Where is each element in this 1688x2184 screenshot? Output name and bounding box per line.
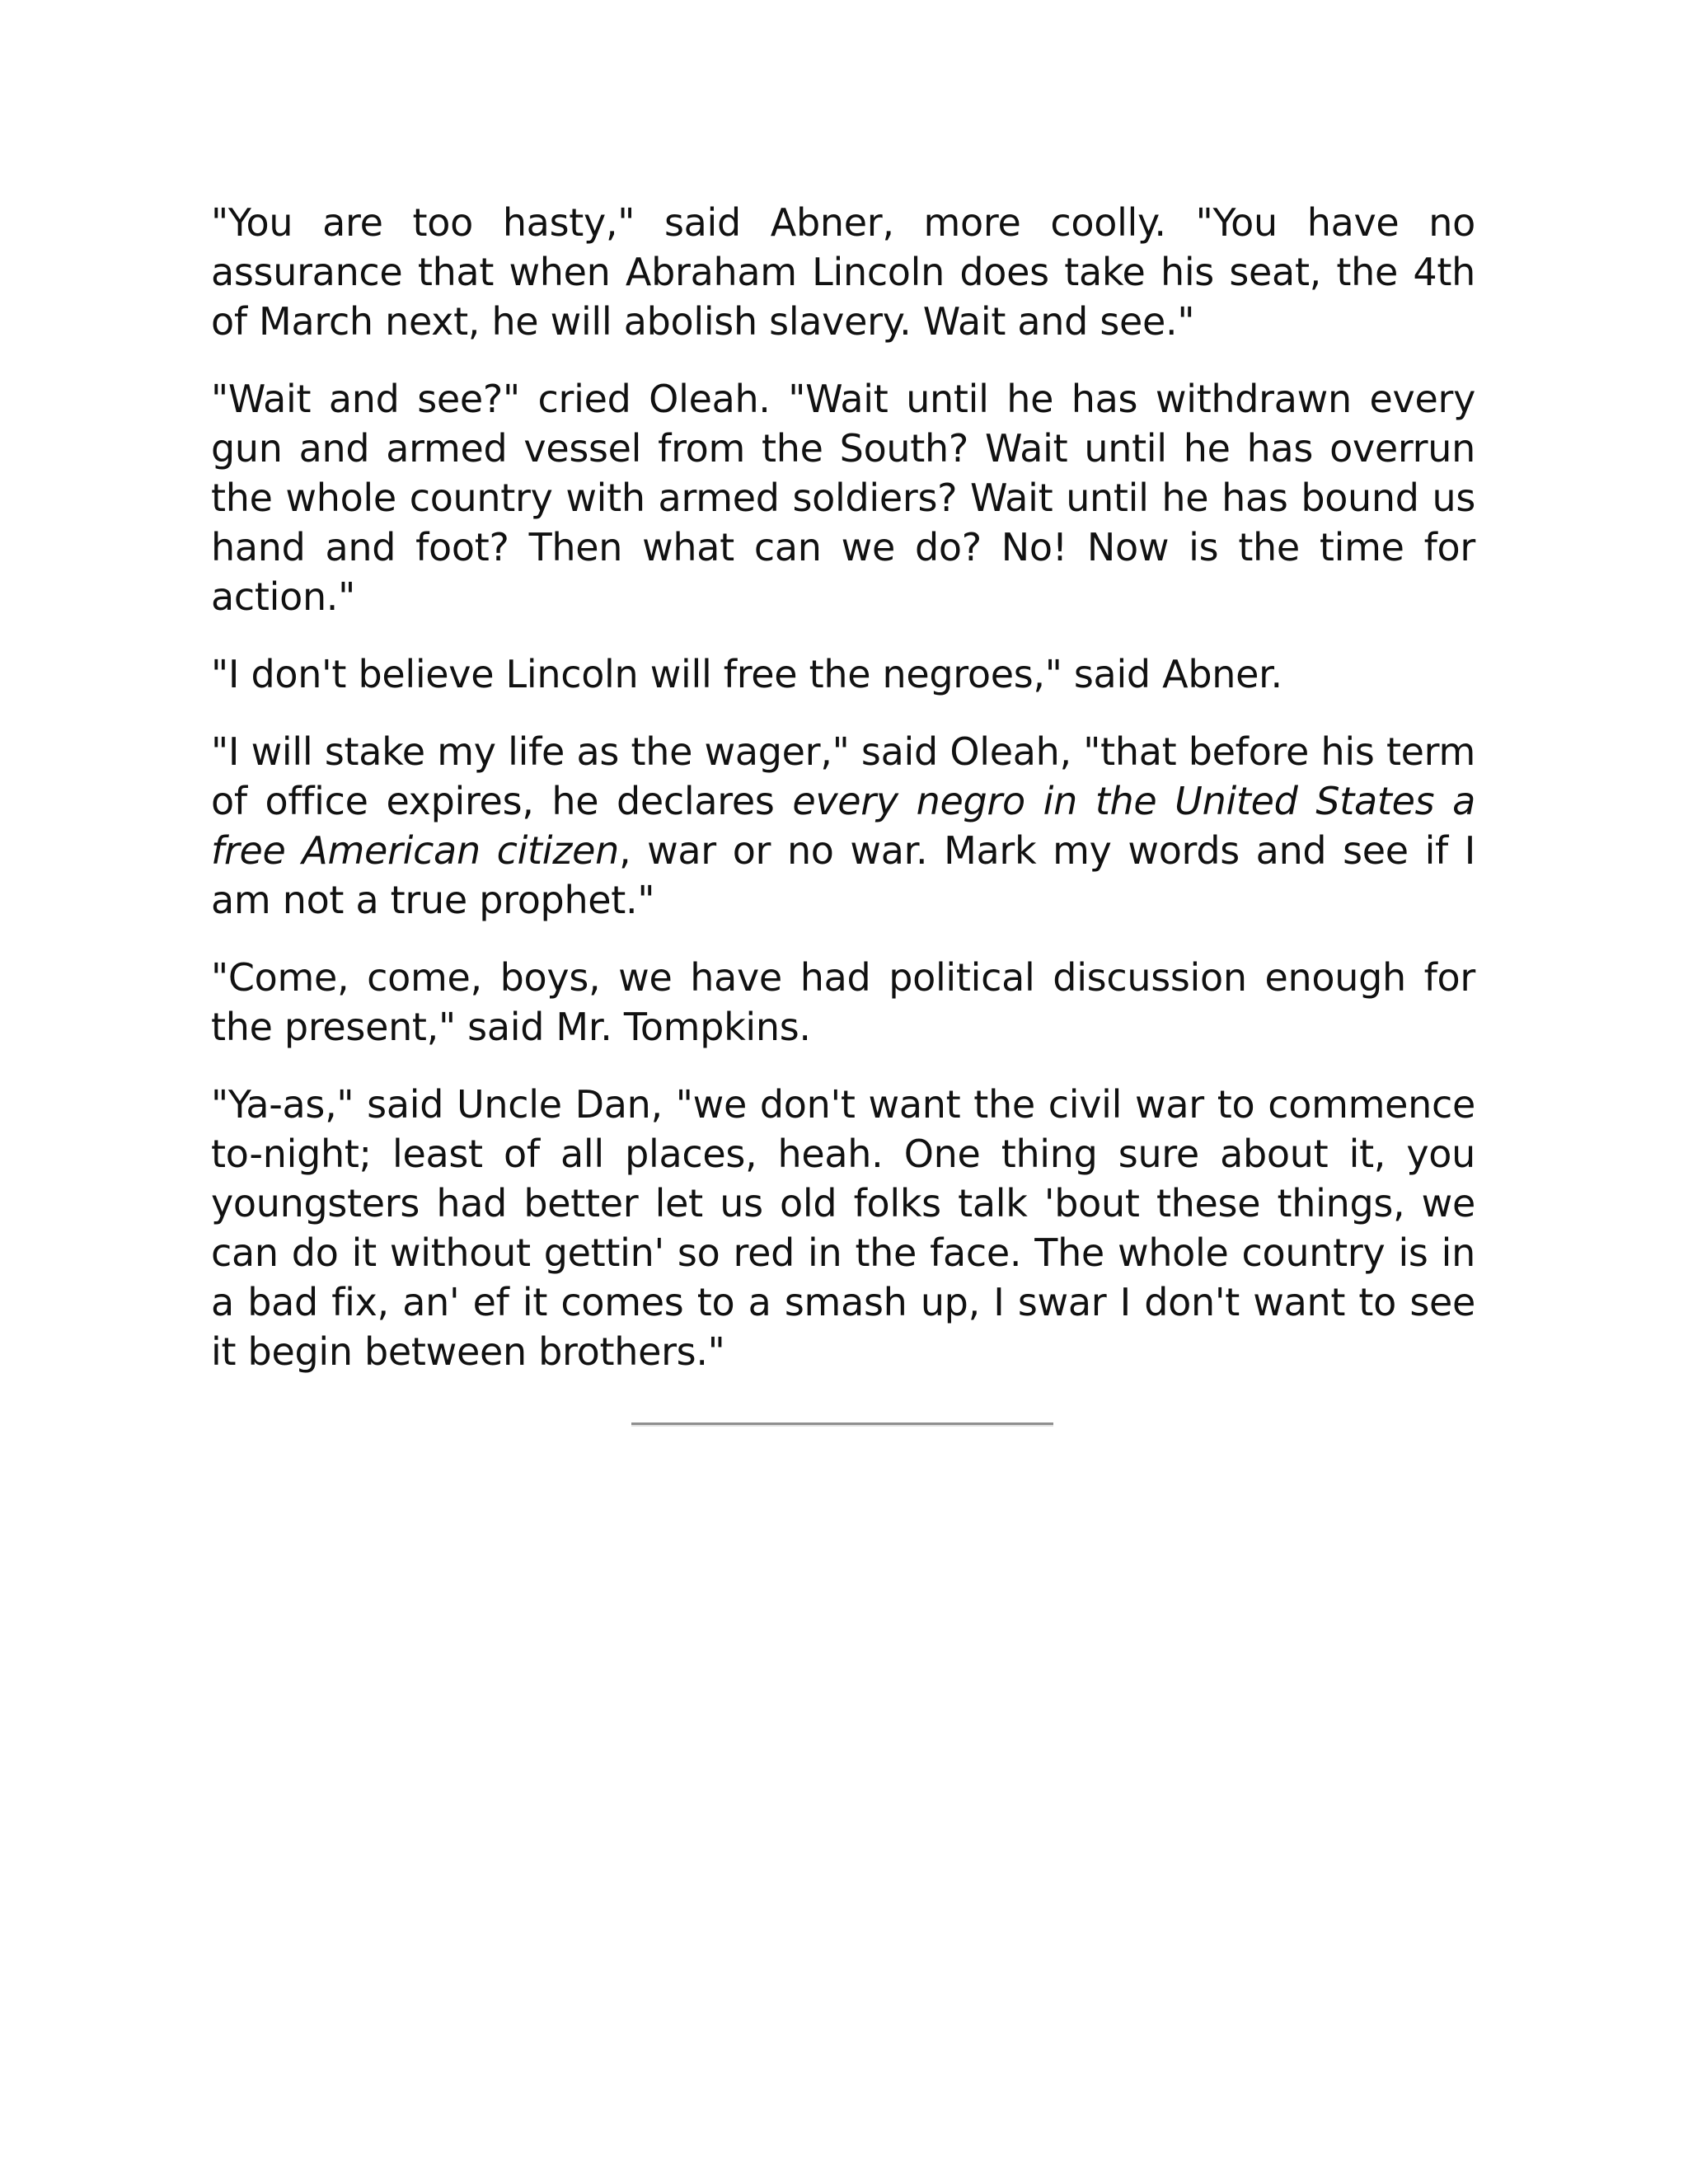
paragraph-4-before: "I will stake my life as the wager," said Oleah, "that before his term of office expires, he declares bbox=[211, 729, 1475, 823]
paragraph-4-emphasis: every negro in the United States a free American citizen bbox=[211, 779, 1475, 873]
paragraph-2: "Wait and see?" cried Oleah. "Wait until he has withdrawn every gun and armed vessel from the South? Wait until he has overrun the whole country with armed soldiers? Wait until he has bound us hand and foot? Then what can we do? No! Now is the time for action." bbox=[211, 377, 1475, 619]
section-divider bbox=[631, 1422, 1053, 1427]
page-body bbox=[211, 198, 1475, 1404]
paragraph-5: "Come, come, boys, we have had political discussion enough for the present," said Mr. Tompkins. bbox=[211, 955, 1475, 1049]
paragraph-3: "I don't believe Lincoln will free the negroes," said Abner. bbox=[211, 652, 1282, 696]
paragraph-4-after: , war or no war. Mark my words and see if I am not a true prophet." bbox=[211, 828, 1475, 922]
paragraph-4 bbox=[211, 727, 1475, 925]
paragraph-6: "Ya-as," said Uncle Dan, "we don't want the civil war to commence to-night; least of all places, heah. One thing sure about it, you youngsters had better let us old folks talk 'bout these things, we can do it without gettin' so red in the face. The whole country is in a bad fix, an' ef it comes to a smash up, I swar I don't want to see it begin between brothers." bbox=[211, 1082, 1475, 1374]
paragraph-1: "You are too hasty," said Abner, more coolly. "You have no assurance that when Abraham Lincoln does take his seat, the 4th of March next, he will abolish slavery. Wait and see." bbox=[211, 200, 1475, 344]
